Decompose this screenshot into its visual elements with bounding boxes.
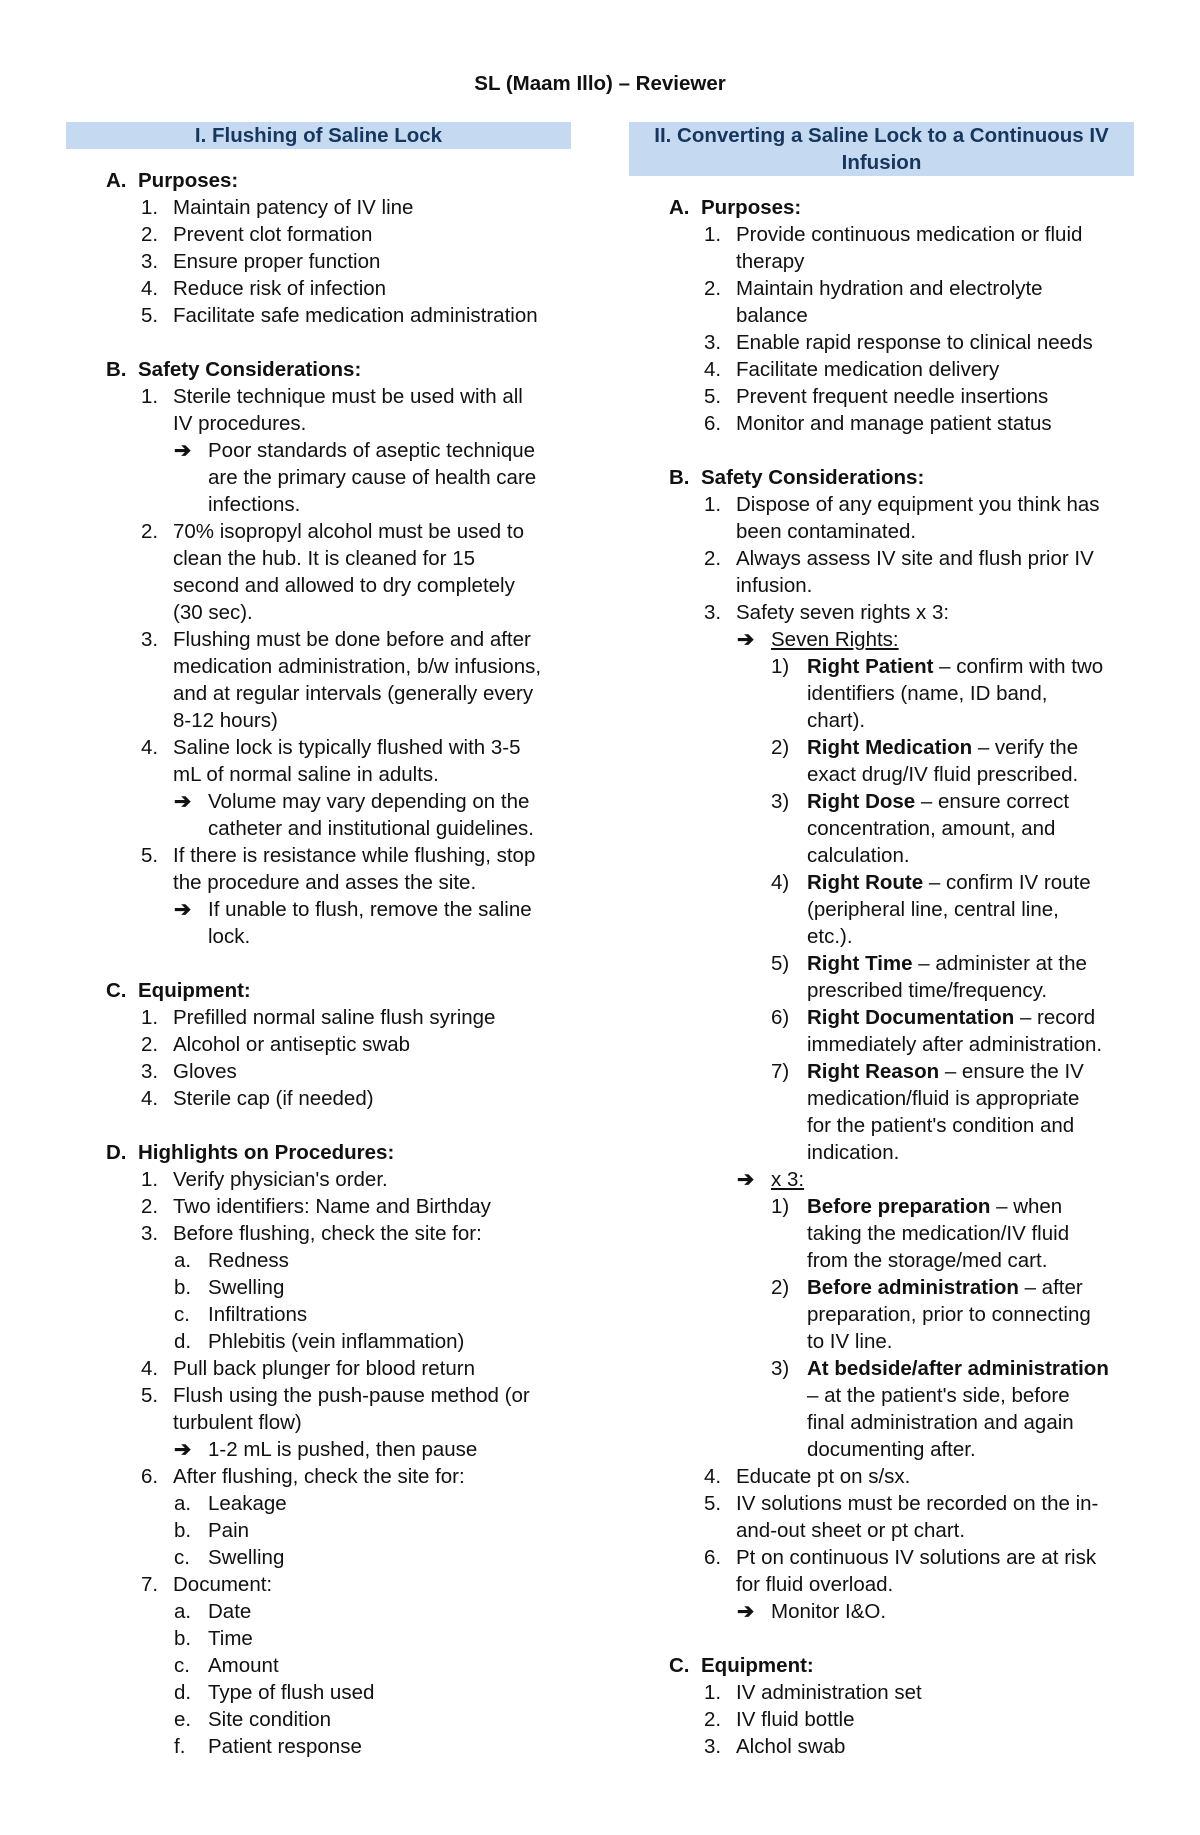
list-item-cont: infusion. (736, 574, 813, 597)
list-item: 1. Sterile technique must be used with all (141, 385, 523, 408)
right-header-line: II. Converting a Saline Lock to a Continuous IV (654, 124, 1109, 147)
section-heading: A. Purposes: (106, 169, 239, 192)
arrow-icon: ➔ (737, 1168, 755, 1191)
rights-item-cont: concentration, amount, and (807, 817, 1056, 840)
x3-item-cont: to IV line. (807, 1330, 893, 1353)
rights-item-cont: immediately after administration. (807, 1033, 1103, 1056)
x3-item: 1) Before preparation – when (771, 1195, 1063, 1218)
list-item: 5. Flush using the push-pause method (or (141, 1384, 530, 1407)
rights-item: 5) Right Time – administer at the (771, 952, 1087, 975)
list-item: 1. Dispose of any equipment you think has (704, 493, 1100, 516)
sub-item: e. Site condition (174, 1708, 332, 1731)
rights-item: 7) Right Reason – ensure the IV (771, 1060, 1084, 1083)
list-item: 3. Flushing must be done before and after (141, 628, 531, 651)
arrow-note: ➔ x 3: (737, 1168, 805, 1191)
list-item: 5. IV solutions must be recorded on the in- (704, 1492, 1099, 1515)
list-item: 6. Pt on continuous IV solutions are at risk (704, 1546, 1097, 1569)
rights-item: 4) Right Route – confirm IV route (771, 871, 1091, 894)
x3-item-cont: taking the medication/IV fluid (807, 1222, 1070, 1245)
list-item: 3. Before flushing, check the site for: (141, 1222, 482, 1245)
list-item: 6. After flushing, check the site for: (141, 1465, 465, 1488)
arrow-note-cont: are the primary cause of health care (208, 466, 537, 489)
sub-item: c. Swelling (174, 1546, 285, 1569)
rights-item-cont: exact drug/IV fluid prescribed. (807, 763, 1079, 786)
list-item-cont: balance (736, 304, 808, 327)
rights-item-cont: medication/fluid is appropriate (807, 1087, 1080, 1110)
sub-item: a. Leakage (174, 1492, 287, 1515)
arrow-note-cont: infections. (208, 493, 301, 516)
rights-item: 3) Right Dose – ensure correct (771, 790, 1070, 813)
list-item: 1. Verify physician's order. (141, 1168, 388, 1191)
arrow-note-cont: catheter and institutional guidelines. (208, 817, 534, 840)
x3-item-cont: – at the patient's side, before (807, 1384, 1070, 1407)
list-item: 2. Alcohol or antiseptic swab (141, 1033, 411, 1056)
list-item: 2. Always assess IV site and flush prior IV (704, 547, 1094, 570)
arrow-icon: ➔ (737, 1600, 755, 1623)
list-item: 4. Reduce risk of infection (141, 277, 387, 300)
list-item: 4. Pull back plunger for blood return (141, 1357, 475, 1380)
rights-item-cont: identifiers (name, ID band, (807, 682, 1048, 705)
rights-item-cont: (peripheral line, central line, (807, 898, 1059, 921)
sub-item: c. Infiltrations (174, 1303, 308, 1326)
list-item: 2. Maintain hydration and electrolyte (704, 277, 1043, 300)
section-heading: C. Equipment: (106, 979, 251, 1002)
list-item-cont: turbulent flow) (173, 1411, 302, 1434)
list-item-cont: the procedure and asses the site. (173, 871, 477, 894)
sub-item: d. Type of flush used (174, 1681, 375, 1704)
rights-item-cont: indication. (807, 1141, 900, 1164)
arrow-note: ➔ Volume may vary depending on the (174, 790, 530, 813)
list-item: 2. Prevent clot formation (141, 223, 373, 246)
list-item: 2. Two identifiers: Name and Birthday (141, 1195, 491, 1218)
rights-item-cont: prescribed time/frequency. (807, 979, 1048, 1002)
section-heading: B. Safety Considerations: (106, 358, 362, 381)
rights-item: 6) Right Documentation – record (771, 1006, 1096, 1029)
x3-item: 3) At bedside/after administration (771, 1357, 1109, 1380)
document-title: SL (Maam Illo) – Reviewer (474, 72, 726, 95)
section-heading: A. Purposes: (669, 196, 802, 219)
x3-item-cont: final administration and again (807, 1411, 1074, 1434)
list-item: 1. Provide continuous medication or fluid (704, 223, 1083, 246)
list-item: 7. Document: (141, 1573, 273, 1596)
sub-item: f. Patient response (174, 1735, 362, 1758)
list-item: 3. Ensure proper function (141, 250, 381, 273)
sub-item: b. Pain (174, 1519, 250, 1542)
list-item: 5. If there is resistance while flushing, stop (141, 844, 536, 867)
x3-item-cont: preparation, prior to connecting (807, 1303, 1091, 1326)
list-item: 4. Saline lock is typically flushed with 3-5 (141, 736, 521, 759)
rights-item: 2) Right Medication – verify the (771, 736, 1079, 759)
section-heading: D. Highlights on Procedures: (106, 1141, 395, 1164)
list-item-cont: and-out sheet or pt chart. (736, 1519, 966, 1542)
rights-item: 1) Right Patient – confirm with two (771, 655, 1104, 678)
x3-item-cont: documenting after. (807, 1438, 976, 1461)
x3-item: 2) Before administration – after (771, 1276, 1083, 1299)
arrow-note-cont: lock. (208, 925, 251, 948)
list-item: 2. IV fluid bottle (704, 1708, 855, 1731)
list-item-cont: been contaminated. (736, 520, 917, 543)
rights-item-cont: for the patient's condition and (807, 1114, 1075, 1137)
list-item: 3. Safety seven rights x 3: (704, 601, 950, 624)
list-item-cont: and at regular intervals (generally every (173, 682, 534, 705)
arrow-note: ➔ Seven Rights: (737, 628, 899, 651)
list-item-cont: clean the hub. It is cleaned for 15 (173, 547, 476, 570)
x3-item-cont: from the storage/med cart. (807, 1249, 1048, 1272)
list-item: 3. Alchol swab (704, 1735, 846, 1758)
list-item: 1. Maintain patency of IV line (141, 196, 414, 219)
list-item: 1. IV administration set (704, 1681, 922, 1704)
arrow-note: ➔ If unable to flush, remove the saline (174, 898, 532, 921)
sub-item: a. Date (174, 1600, 252, 1623)
list-item: 5. Facilitate safe medication administration (141, 304, 538, 327)
list-item-cont: (30 sec). (173, 601, 253, 624)
list-item: 3. Enable rapid response to clinical needs (704, 331, 1093, 354)
right-header-line: Infusion (841, 151, 922, 174)
arrow-note: ➔ 1-2 mL is pushed, then pause (174, 1438, 478, 1461)
section-heading: C. Equipment: (669, 1654, 814, 1677)
list-item: 4. Sterile cap (if needed) (141, 1087, 374, 1110)
section-heading: B. Safety Considerations: (669, 466, 925, 489)
right-column-header (629, 122, 1134, 176)
list-item-cont: IV procedures. (173, 412, 307, 435)
arrow-note: ➔ Poor standards of aseptic technique (174, 439, 536, 462)
list-item-cont: second and allowed to dry completely (173, 574, 515, 597)
list-item-cont: mL of normal saline in adults. (173, 763, 439, 786)
arrow-icon: ➔ (174, 790, 192, 813)
right-column (629, 122, 1134, 1760)
arrow-icon: ➔ (174, 439, 192, 462)
list-item: 6. Monitor and manage patient status (704, 412, 1052, 435)
rights-item-cont: calculation. (807, 844, 910, 867)
sub-item: c. Amount (174, 1654, 279, 1677)
list-item-cont: medication administration, b/w infusions, (173, 655, 542, 678)
rights-item-cont: etc.). (807, 925, 853, 948)
arrow-note: ➔ Monitor I&O. (737, 1600, 887, 1623)
list-item-cont: for fluid overload. (736, 1573, 894, 1596)
sub-item: b. Time (174, 1627, 253, 1650)
list-item: 4. Facilitate medication delivery (704, 358, 1000, 381)
sub-item: d. Phlebitis (vein inflammation) (174, 1330, 465, 1353)
rights-item-cont: chart). (807, 709, 866, 732)
list-item-cont: therapy (736, 250, 805, 273)
list-item: 5. Prevent frequent needle insertions (704, 385, 1049, 408)
list-item: 4. Educate pt on s/sx. (704, 1465, 911, 1488)
arrow-icon: ➔ (737, 628, 755, 651)
left-column (66, 122, 571, 1760)
left-column-header: I. Flushing of Saline Lock (66, 122, 571, 149)
arrow-icon: ➔ (174, 1438, 192, 1461)
list-item-cont: 8-12 hours) (173, 709, 278, 732)
two-column-layout (66, 122, 1134, 1760)
sub-item: b. Swelling (174, 1276, 285, 1299)
list-item: 1. Prefilled normal saline flush syringe (141, 1006, 496, 1029)
arrow-icon: ➔ (174, 898, 192, 921)
sub-item: a. Redness (174, 1249, 289, 1272)
list-item: 2. 70% isopropyl alcohol must be used to (141, 520, 524, 543)
list-item: 3. Gloves (141, 1060, 237, 1083)
